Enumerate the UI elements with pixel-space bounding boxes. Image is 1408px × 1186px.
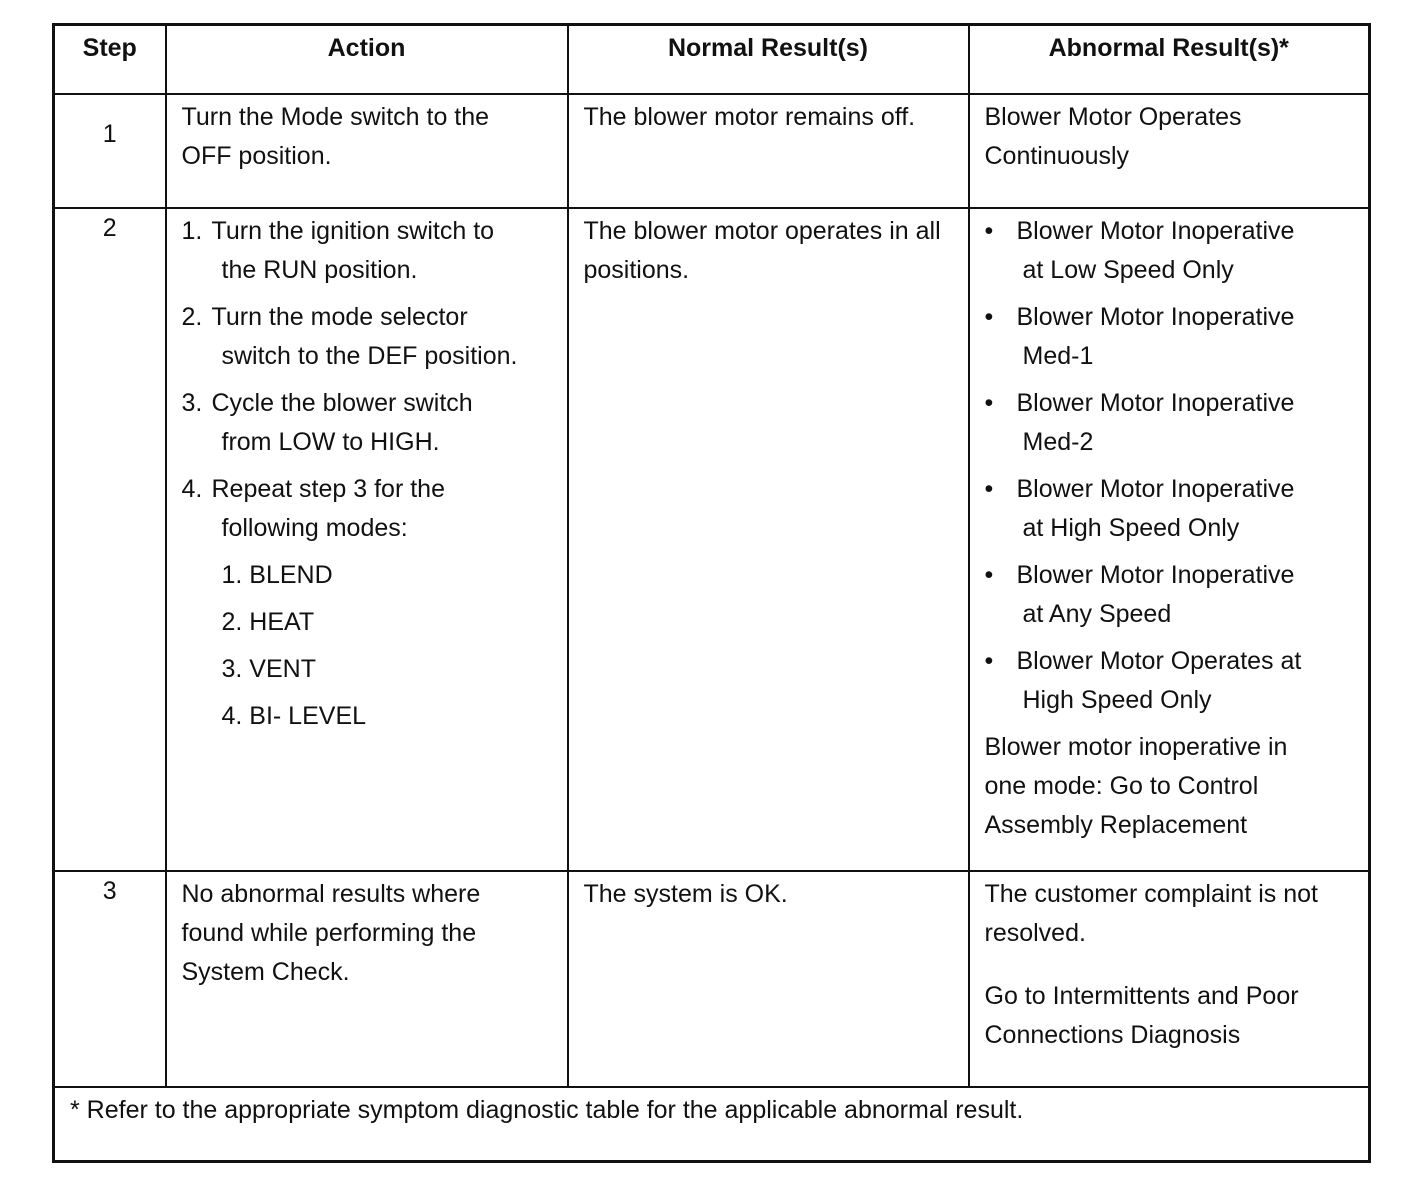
action-list: [167, 209, 567, 736]
header-abnormal-results: Abnormal Result(s)*: [969, 25, 1370, 94]
normal-cell: [568, 871, 969, 1087]
system-check-table: [52, 23, 1371, 1163]
step-cell: [54, 871, 166, 1087]
table-row: [54, 871, 1370, 1087]
abnormal-list-item: • Blower Motor Inoperative at Any Speed: [985, 556, 1355, 634]
footnote-cell: [54, 1087, 1370, 1162]
bullet-icon: •: [984, 646, 994, 675]
action-list-item: 3. Cycle the blower switch from LOW to HIGH.: [181, 388, 473, 456]
table-row: [54, 94, 1370, 208]
abnormal-list-item: • Blower Motor Inoperative Med-2: [985, 384, 1355, 462]
abnormal-list-item: • Blower Motor Inoperative Med-1: [985, 298, 1355, 376]
abnormal-text: The customer complaint is not resolved.: [984, 879, 1318, 947]
header-action: Action: [166, 25, 568, 94]
mode-list-item: 3. VENT: [221, 654, 316, 683]
bullet-icon: •: [984, 216, 994, 245]
mode-list-item: 2. HEAT: [221, 607, 315, 636]
mode-list: [182, 556, 553, 736]
action-text: Turn the Mode switch to the OFF position.: [181, 102, 490, 170]
abnormal-list: [970, 209, 1369, 845]
bullet-icon: •: [984, 388, 994, 417]
abnormal-cell: [969, 94, 1370, 208]
bullet-icon: •: [984, 560, 994, 589]
step-cell: [54, 94, 166, 208]
action-cell: [166, 208, 568, 871]
action-list-item: 2. Turn the mode selector switch to the DEF position.: [181, 302, 518, 370]
abnormal-list-item: • Blower Motor Operates at High Speed Only: [985, 642, 1355, 720]
action-cell: [166, 94, 568, 208]
footnote-row: [54, 1087, 1370, 1162]
header-step: Step: [54, 25, 166, 94]
normal-cell: [568, 94, 969, 208]
abnormal-note: Blower motor inoperative in one mode: Go to Control Assembly Replacement: [984, 732, 1288, 839]
footnote-text: * Refer to the appropriate symptom diagnostic table for the applicable abnormal result.: [70, 1095, 1024, 1124]
header-normal-results: Normal Result(s): [568, 25, 969, 94]
normal-text: The blower motor operates in all positions.: [583, 216, 941, 284]
mode-list-item: 1. BLEND: [221, 560, 333, 589]
normal-text: The blower motor remains off.: [583, 102, 916, 131]
action-list-item: 1. Turn the ignition switch to the RUN position.: [181, 216, 495, 284]
table-row: [54, 208, 1370, 871]
step-number: 2: [102, 213, 117, 242]
normal-text: The system is OK.: [583, 879, 788, 908]
bullet-icon: •: [984, 474, 994, 503]
abnormal-cell: [969, 871, 1370, 1087]
step-cell: [54, 208, 166, 871]
header-row: [54, 25, 1370, 94]
abnormal-cell: [969, 208, 1370, 871]
action-cell: [166, 871, 568, 1087]
action-list-item: 4. Repeat step 3 for the following modes:: [181, 474, 445, 542]
abnormal-text: Go to Intermittents and Poor Connections Diagnosis: [984, 981, 1299, 1049]
bullet-icon: •: [984, 302, 994, 331]
abnormal-text: Blower Motor Operates Continuously: [984, 102, 1242, 170]
step-number: 3: [102, 876, 117, 905]
mode-list-item: 4. BI- LEVEL: [221, 701, 367, 730]
normal-cell: [568, 208, 969, 871]
step-number: 1: [102, 119, 117, 148]
abnormal-list-item: • Blower Motor Inoperative at Low Speed Only: [985, 212, 1355, 290]
action-text: No abnormal results where found while performing the System Check.: [181, 879, 481, 986]
abnormal-list-item: • Blower Motor Inoperative at High Speed Only: [985, 470, 1355, 548]
